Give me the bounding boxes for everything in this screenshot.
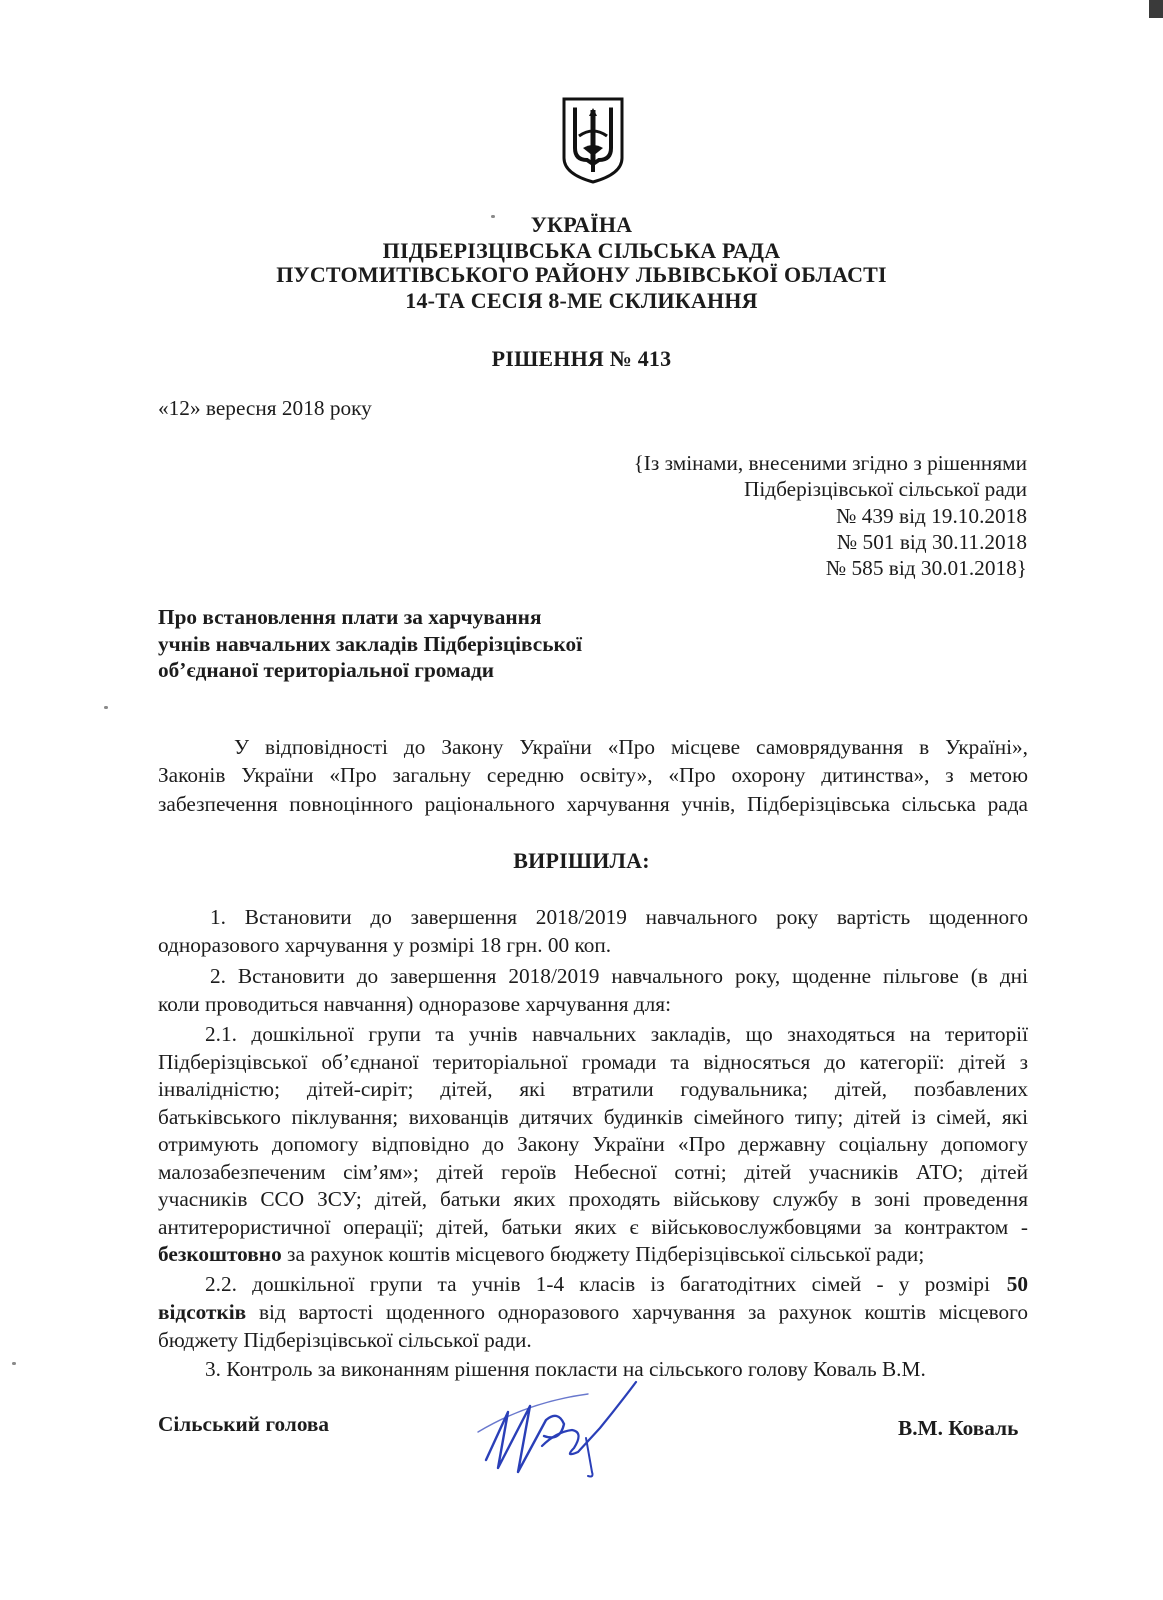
preamble-line: забезпечення повноцінного раціонального харчування учнів, Підберізцівська сільська рада bbox=[158, 792, 1028, 816]
item-2-2-line bbox=[158, 1300, 1028, 1325]
item-2-line: 2. Встановити до завершення 2018/2019 навчального року, щоденне пільгове (в дні bbox=[210, 964, 1028, 988]
amendments-line: Підберізцівської сільської ради bbox=[743, 477, 1027, 502]
decision-date: «12» вересня 2018 року bbox=[158, 396, 372, 420]
item-2-1-line: антитерористичної операції; дітей, батьки яких є військовослужбовцями за контрактом - bbox=[158, 1215, 1028, 1239]
amendments-line: № 585 від 30.01.2018} bbox=[825, 556, 1027, 581]
item-2-1-line: Підберізцівської об’єднаної територіальної громади та відносяться до категорії: дітей з bbox=[158, 1050, 1028, 1074]
decision-title: РІШЕННЯ № 413 bbox=[491, 346, 672, 371]
free-of-charge-emphasis: безкоштовно bbox=[158, 1242, 282, 1266]
header-country: УКРАЇНА bbox=[530, 212, 633, 237]
scan-corner-mark bbox=[1149, 0, 1163, 18]
item-2-2-line bbox=[205, 1272, 1028, 1297]
signatory-position: Сільський голова bbox=[158, 1412, 330, 1436]
item-2-line: коли проводиться навчання) одноразове харчування для: bbox=[158, 992, 671, 1016]
item-1-line: 1. Встановити до завершення 2018/2019 навчального року вартість щоденного bbox=[210, 905, 1028, 929]
item-2-1-last-text: за рахунок коштів місцевого бюджету Підберізцівської сільської ради; bbox=[281, 1242, 925, 1266]
item-2-1-line: 2.1. дошкільної групи та учнів навчальних закладів, що знаходяться на території bbox=[205, 1022, 1028, 1046]
preamble-line: Законів України «Про загальну середню освіту», «Про охорону дитинства», з метою bbox=[158, 763, 1028, 787]
item-2-1-line: інвалідністю; дітей-сиріт; дітей, які втратили годувальника; дітей, позбавлених bbox=[158, 1077, 1028, 1101]
item-2-1-line: малозабезпеченим сім’ям»; дітей героїв Небесної сотні; дітей учасників АТО; дітей bbox=[158, 1160, 1028, 1184]
scan-speck bbox=[104, 706, 108, 709]
amendments-line: {Із змінами, внесеними згідно з рішеннями bbox=[633, 451, 1027, 475]
resolved-heading: ВИРІШИЛА: bbox=[513, 848, 650, 873]
amendments-line: № 501 від 30.11.2018 bbox=[836, 529, 1027, 554]
preamble-line: У відповідності до Закону України «Про місцеве самоврядування в Україні», bbox=[234, 735, 1028, 759]
item-2-1-line: отримують допомогу відповідно до Закону України «Про державну соціальну допомогу bbox=[158, 1132, 1028, 1156]
amendments-line: № 439 від 19.10.2018 bbox=[836, 503, 1027, 528]
signatory-name: В.М. Коваль bbox=[898, 1416, 1019, 1440]
fifty-emphasis: 50 bbox=[1006, 1272, 1028, 1296]
item-1-line: одноразового харчування у розмірі 18 грн. 00 коп. bbox=[158, 933, 612, 957]
item-2-2-line: бюджету Підберізцівської сільської ради. bbox=[158, 1328, 532, 1352]
item-2-1-line: батьківського піклування; вихованців дитячих будинків сімейного типу; дітей із сімей, які bbox=[158, 1105, 1028, 1129]
item-2-2-text: 2.2. дошкільної групи та учнів 1-4 класів із багатодітних сімей - у розмірі bbox=[205, 1272, 990, 1296]
header-district: ПУСТОМИТІВСЬКОГО РАЙОНУ ЛЬВІВСЬКОЇ ОБЛАСТІ bbox=[276, 262, 887, 287]
item-2-1-last-line bbox=[158, 1242, 1028, 1267]
subject-line: об’єднаної територіальної громади bbox=[158, 658, 495, 682]
subject-line: учнів навчальних закладів Підберізцівської bbox=[158, 631, 583, 656]
subject-line: Про встановлення плати за харчування bbox=[158, 605, 542, 629]
percent-emphasis: відсотків bbox=[158, 1300, 247, 1324]
decision-subject bbox=[158, 604, 582, 684]
header-session: 14-ТА СЕСІЯ 8-МЕ СКЛИКАННЯ bbox=[405, 288, 758, 313]
amendments-note bbox=[634, 450, 1027, 581]
item-2-1-line: учасників ССО ЗСУ; дітей, батьки яких проходять військову службу в зоні проведення bbox=[158, 1187, 1028, 1211]
trident-coat-of-arms-icon bbox=[561, 96, 625, 184]
item-2-2-text: від вартості щоденного одноразового харчування за рахунок коштів місцевого bbox=[246, 1300, 1028, 1324]
header-council: ПІДБЕРІЗЦІВСЬКА СІЛЬСЬКА РАДА bbox=[382, 238, 781, 263]
scan-speck bbox=[12, 1362, 16, 1365]
handwritten-signature bbox=[468, 1372, 648, 1482]
item-3: 3. Контроль за виконанням рішення покласти на сільського голову Коваль В.М. bbox=[205, 1357, 926, 1381]
